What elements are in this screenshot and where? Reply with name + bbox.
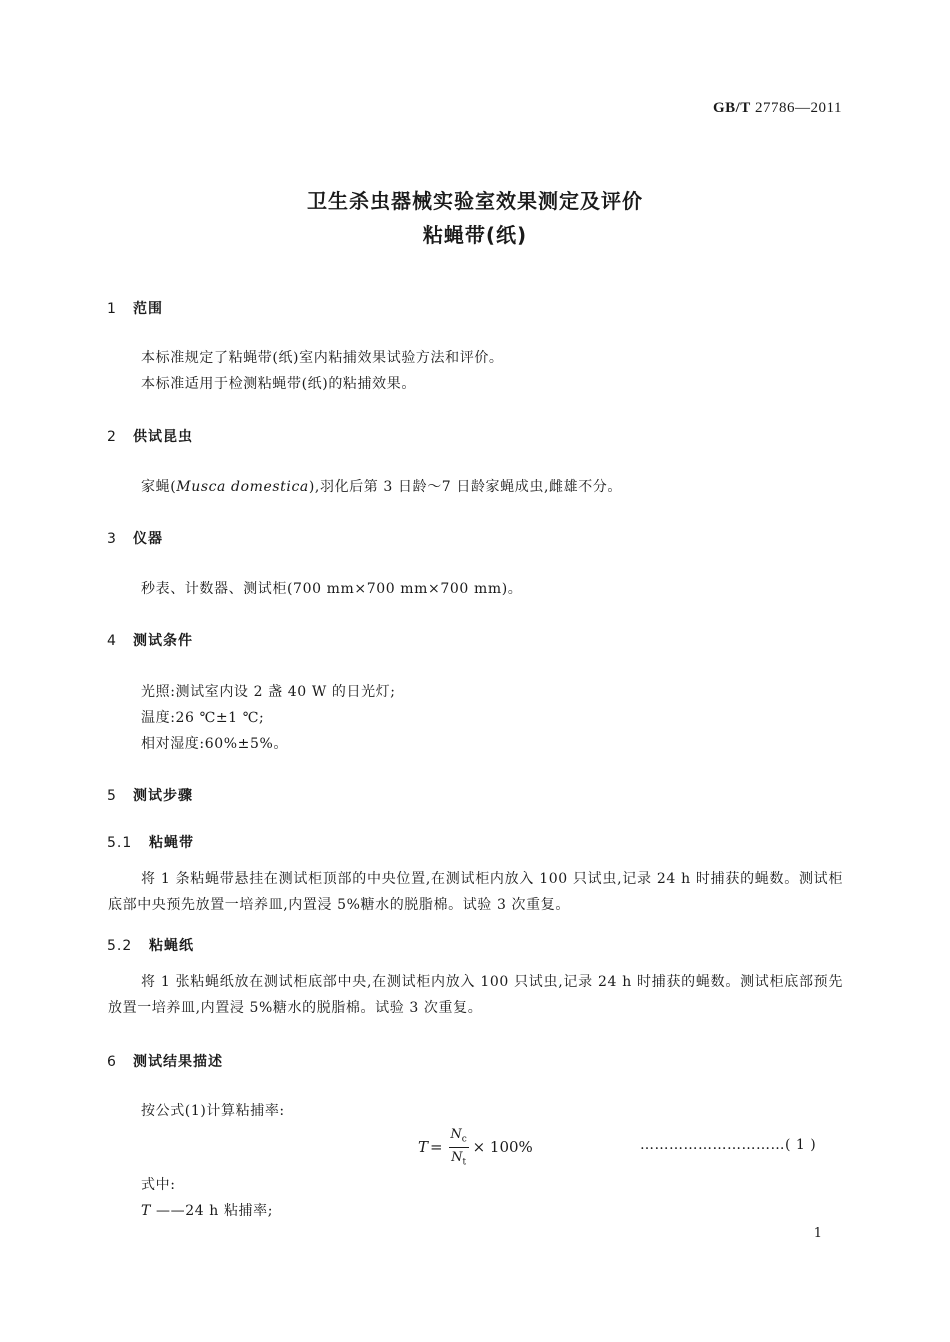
document-subtitle: 粘蝇带(纸): [422, 223, 528, 247]
section-heading-4: 4 测试条件: [107, 633, 193, 649]
formula-intro: 按公式(1)计算粘捕率:: [141, 1103, 285, 1119]
where-label: 式中:: [141, 1177, 176, 1193]
section-4-line-3: 相对湿度:60%±5%。: [141, 736, 288, 752]
formula-number: …………………………( 1 ): [640, 1137, 817, 1153]
section-heading-6: 6 测试结果描述: [107, 1054, 223, 1070]
standard-code: GB/T 27786—2011: [712, 100, 842, 116]
section-1-line-1: 本标准规定了粘蝇带(纸)室内粘捕效果试验方法和评价。: [141, 350, 504, 366]
section-5-1-paragraph: 将 1 条粘蝇带悬挂在测试柜顶部的中央位置,在测试柜内放入 100 只试虫,记录 24 h 时捕获的蝇数。测试柜底部中央预先放置一培养皿,内置浸 5%糖水的脱脂棉。试验 3 次重复。: [108, 871, 843, 913]
variable-definition: T ——24 h 粘捕率;: [141, 1203, 274, 1219]
page-number: 1: [813, 1226, 822, 1241]
document-title: 卫生杀虫器械实验室效果测定及评价: [307, 189, 643, 213]
section-5-2-paragraph: 将 1 张粘蝇纸放在测试柜底部中央,在测试柜内放入 100 只试虫,记录 24 h 时捕获的蝇数。测试柜底部预先放置一培养皿,内置浸 5%糖水的脱脂棉。试验 3 次重复。: [108, 974, 843, 1016]
section-heading-5: 5 测试步骤: [107, 788, 193, 804]
section-2-text: 家蝇(Musca domestica),羽化后第 3 日龄～7 日龄家蝇成虫,雌雄不分。: [141, 479, 623, 495]
formula-fraction: $\frac{N_c}{N_t}$: [450, 1127, 467, 1168]
section-heading-2: 2 供试昆虫: [107, 429, 193, 445]
species-latin-name: Musca domestica: [176, 479, 309, 495]
section-1-line-2: 本标准适用于检测粘蝇带(纸)的粘捕效果。: [141, 376, 416, 392]
section-heading-5-2: 5.2 粘蝇纸: [107, 938, 194, 954]
section-heading-3: 3 仪器: [107, 531, 163, 547]
section-3-line-1: 秒表、计数器、测试柜(700 mm×700 mm×700 mm)。: [141, 581, 523, 597]
section-heading-1: 1 范围: [107, 301, 163, 317]
capture-rate-formula: T = $\frac{N_c}{N_t}$ × 100%: [418, 1127, 533, 1168]
section-4-line-1: 光照:测试室内设 2 盏 40 W 的日光灯;: [141, 684, 396, 700]
section-heading-5-1: 5.1 粘蝇带: [107, 835, 194, 851]
section-4-line-2: 温度:26 ℃±1 ℃;: [141, 710, 265, 726]
